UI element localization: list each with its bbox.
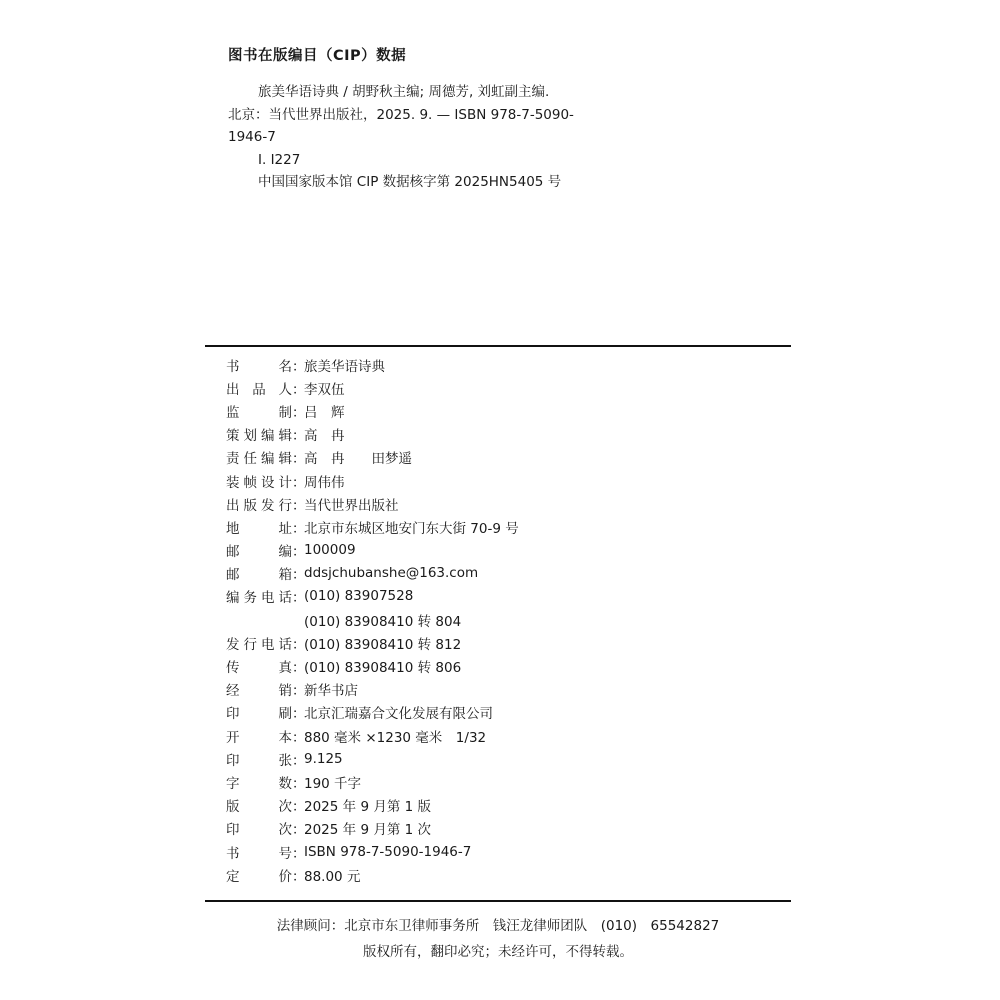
info-value: 100009 — [304, 542, 356, 559]
cip-line-classification: Ⅰ. I227 — [258, 151, 301, 168]
info-row — [226, 492, 786, 515]
copyright-notice: 版权所有，翻印必究；未经许可，不得转载。 — [363, 944, 633, 960]
info-value: ISBN 978-7-5090-1946-7 — [304, 843, 472, 860]
info-row — [226, 608, 786, 631]
info-row — [226, 539, 786, 562]
info-value: 2025 年 9 月第 1 次 — [304, 822, 431, 839]
info-label: 印 刷 — [226, 706, 292, 723]
info-label: 印 次 — [226, 822, 292, 839]
info-row — [226, 562, 786, 585]
info-row — [226, 515, 786, 538]
info-label: 策 划 编 辑 — [226, 428, 292, 445]
info-colon: ： — [292, 404, 306, 421]
info-value: 当代世界出版社 — [304, 497, 399, 514]
info-label: 出 品 人 — [226, 381, 292, 398]
info-row — [226, 353, 786, 376]
info-row — [226, 423, 786, 446]
info-colon: ： — [292, 799, 306, 816]
top-divider — [205, 345, 791, 347]
info-row — [226, 794, 786, 817]
info-row — [226, 631, 786, 654]
info-row — [226, 446, 786, 469]
info-value: 旅美华语诗典 — [304, 358, 385, 375]
cip-line-title-editors: 旅美华语诗典 / 胡野秋主编; 周德芳, 刘虹副主编. — [258, 84, 550, 100]
info-row — [226, 585, 786, 608]
info-label: 地 址 — [226, 520, 292, 537]
info-row — [226, 678, 786, 701]
info-colon: ： — [292, 868, 306, 885]
cip-line-publisher: 北京：当代世界出版社，2025. 9. — ISBN 978-7-5090- — [228, 106, 574, 123]
info-label: 出 版 发 行 — [226, 497, 292, 514]
info-row — [226, 376, 786, 399]
info-row — [226, 701, 786, 724]
info-row — [226, 747, 786, 770]
info-colon: ： — [292, 775, 306, 792]
info-label: 编 务 电 话 — [226, 590, 292, 607]
info-colon: ： — [292, 660, 306, 677]
info-value: 880 毫米 ×1230 毫米 1/32 — [304, 729, 487, 746]
info-colon: ： — [292, 822, 306, 839]
info-value: 190 千字 — [304, 775, 362, 792]
info-value: 北京市东城区地安门东大街 70-9 号 — [304, 520, 519, 537]
info-value: 李双伍 — [304, 381, 345, 398]
legal-counsel: 法律顾问：北京市东卫律师事务所 钱汪龙律师团队 (010) 65542827 — [276, 918, 720, 934]
info-colon: ： — [292, 358, 306, 375]
info-label: 邮 箱 — [226, 567, 292, 584]
info-row — [226, 654, 786, 677]
info-label: 印 张 — [226, 752, 292, 769]
info-row — [226, 399, 786, 422]
info-colon: ： — [292, 636, 306, 653]
info-colon: ： — [292, 845, 306, 862]
info-value: 高 冉 — [304, 428, 345, 445]
info-colon: ： — [292, 381, 306, 398]
info-colon: ： — [292, 590, 306, 607]
publication-info-table — [226, 353, 786, 886]
info-row — [226, 724, 786, 747]
info-label: 邮 编 — [226, 544, 292, 561]
info-label: 定 价 — [226, 868, 292, 885]
info-row — [226, 469, 786, 492]
cip-line-record-number: 中国国家版本馆 CIP 数据核字第 2025HN5405 号 — [258, 174, 562, 190]
info-label: 监 制 — [226, 404, 292, 421]
info-colon: ： — [292, 544, 306, 561]
info-colon: ： — [292, 474, 306, 491]
info-label: 书 名 — [226, 358, 292, 375]
info-value: 9.125 — [304, 750, 343, 767]
info-colon: ： — [292, 497, 306, 514]
info-label: 发 行 电 话 — [226, 636, 292, 653]
info-colon: ： — [292, 683, 306, 700]
info-label: 传 真 — [226, 660, 292, 677]
info-label: 字 数 — [226, 775, 292, 792]
info-value: 新华书店 — [304, 683, 358, 700]
info-colon: ： — [292, 706, 306, 723]
info-value: ddsjchubanshe@163.com — [304, 565, 479, 582]
bottom-divider — [205, 900, 791, 902]
info-value: 高 冉 田梦遥 — [304, 451, 412, 468]
cip-title: 图书在版编目（CIP）数据 — [228, 48, 407, 64]
info-colon: ： — [292, 451, 306, 468]
cip-block — [228, 44, 788, 194]
info-value: (010) 83908410 转 806 — [304, 660, 462, 677]
info-label: 版 次 — [226, 799, 292, 816]
info-colon: ： — [292, 520, 306, 537]
info-value: 北京汇瑞嘉合文化发展有限公司 — [304, 706, 493, 723]
info-colon: ： — [292, 567, 306, 584]
info-value: 2025 年 9 月第 1 版 — [304, 799, 431, 816]
info-row — [226, 863, 786, 886]
info-value: (010) 83907528 — [304, 588, 414, 605]
cip-line-isbn-cont: 1946-7 — [228, 129, 276, 145]
info-colon: ： — [292, 428, 306, 445]
info-value: 吕 辉 — [304, 404, 345, 421]
info-label: 装 帧 设 计 — [226, 474, 292, 491]
info-row — [226, 770, 786, 793]
info-row — [226, 840, 786, 863]
info-value: 88.00 元 — [304, 868, 361, 885]
info-value: (010) 83908410 转 812 — [304, 636, 462, 653]
info-label: 责 任 编 辑 — [226, 451, 292, 468]
info-colon: ： — [292, 729, 306, 746]
info-label: 书 号 — [226, 845, 292, 862]
info-label: 经 销 — [226, 683, 292, 700]
info-row — [226, 817, 786, 840]
info-label: 开 本 — [226, 729, 292, 746]
info-colon: ： — [292, 752, 306, 769]
info-value: 周伟伟 — [304, 474, 345, 491]
info-value: (010) 83908410 转 804 — [304, 613, 462, 630]
